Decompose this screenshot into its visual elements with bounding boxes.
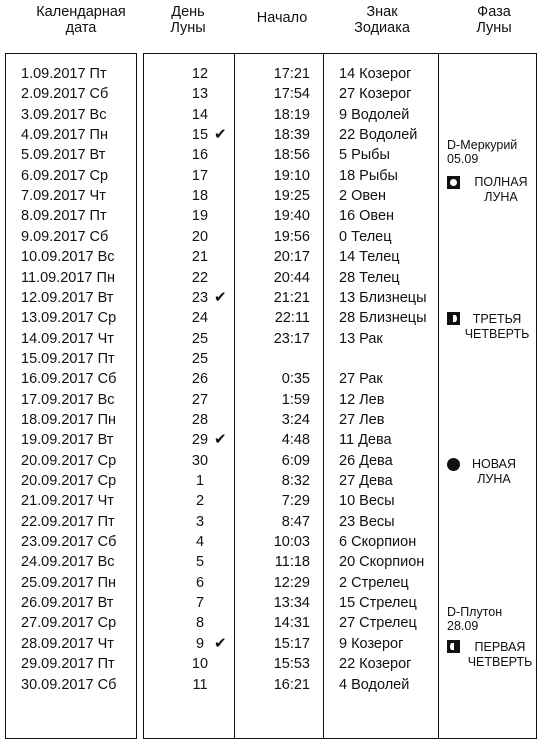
zodiac-sign-cell: 11 Дева (339, 432, 392, 448)
start-time-cell: 13:34 (273, 595, 310, 611)
start-time-cell: 18:19 (273, 107, 310, 123)
zodiac-sign-cell: 14 Козерог (339, 66, 412, 82)
start-time-cell: 10:03 (273, 534, 310, 550)
date-cell: 20.09.2017 Ср (21, 453, 117, 469)
divider-day-start (234, 53, 235, 739)
date-cell: 18.09.2017 Пн (21, 412, 117, 428)
mercury-direct-date: 05.09 (447, 152, 479, 166)
moon-day-cell: 14 (191, 107, 209, 123)
zodiac-sign-cell: 28 Близнецы (339, 310, 427, 326)
zodiac-sign-cell: 2 Овен (339, 188, 386, 204)
start-time-cell: 7:29 (281, 493, 310, 509)
moon-day-cell: 15 (191, 127, 209, 143)
date-cell: 3.09.2017 Вс (21, 107, 107, 123)
start-time-cell: 8:32 (281, 473, 310, 489)
zodiac-sign-cell: 13 Рак (339, 331, 383, 347)
start-time-cell: 18:56 (273, 147, 310, 163)
moon-day-cell: 22 (191, 270, 209, 286)
first-quarter-label-line2: ЧЕТВЕРТЬ (467, 655, 533, 669)
pluto-direct-label: D-Плутон (447, 605, 503, 619)
date-cell: 15.09.2017 Пт (21, 351, 115, 367)
zodiac-sign-cell: 10 Весы (339, 493, 395, 509)
new-moon-label (462, 457, 526, 487)
zodiac-sign-cell: 22 Водолей (339, 127, 418, 143)
header-day (158, 4, 218, 36)
moon-day-cell: 19 (191, 208, 209, 224)
moon-day-cell: 2 (195, 493, 205, 509)
zodiac-sign-cell: 27 Дева (339, 473, 393, 489)
moon-day-cell: 30 (191, 453, 209, 469)
date-cell: 22.09.2017 Пт (21, 514, 115, 530)
zodiac-sign-cell: 9 Козерог (339, 636, 404, 652)
start-time-cell: 19:56 (273, 229, 310, 245)
date-cell: 1.09.2017 Пт (21, 66, 107, 82)
date-cell: 19.09.2017 Вт (21, 432, 114, 448)
date-cell: 6.09.2017 Ср (21, 168, 109, 184)
date-cell: 12.09.2017 Вт (21, 290, 114, 306)
zodiac-sign-cell: 27 Козерог (339, 86, 412, 102)
moon-day-cell: 3 (195, 514, 205, 530)
start-time-cell: 20:17 (273, 249, 310, 265)
start-time-cell: 15:53 (273, 656, 310, 672)
date-cell: 21.09.2017 Чт (21, 493, 114, 509)
start-time-cell: 21:21 (273, 290, 310, 306)
first-quarter-icon (447, 640, 460, 653)
date-cell: 8.09.2017 Пт (21, 208, 107, 224)
moon-day-cell: 26 (191, 371, 209, 387)
moon-day-cell: 25 (191, 351, 209, 367)
header-date-line1: Календарная (36, 4, 126, 20)
zodiac-sign-cell: 27 Рак (339, 371, 383, 387)
start-time-cell: 3:24 (281, 412, 310, 428)
zodiac-sign-cell: 0 Телец (339, 229, 392, 245)
start-time-cell: 12:29 (273, 575, 310, 591)
first-quarter-label-line1: ПЕРВАЯ (474, 640, 526, 654)
zodiac-sign-cell: 13 Близнецы (339, 290, 427, 306)
date-cell: 29.09.2017 Пт (21, 656, 115, 672)
date-cell: 10.09.2017 Вс (21, 249, 115, 265)
zodiac-sign-cell: 27 Стрелец (339, 615, 417, 631)
date-cell: 25.09.2017 Пн (21, 575, 117, 591)
moon-day-cell: 12 (191, 66, 209, 82)
divider-zodiac-phase (438, 53, 439, 739)
header-start (246, 4, 318, 26)
moon-day-cell: 25 (191, 331, 209, 347)
check-mark-icon: ✔ (214, 431, 227, 448)
check-mark-icon: ✔ (214, 126, 227, 143)
moon-day-cell: 16 (191, 147, 209, 163)
date-cell: 7.09.2017 Чт (21, 188, 106, 204)
zodiac-sign-cell: 16 Овен (339, 208, 395, 224)
zodiac-sign-cell: 22 Козерог (339, 656, 412, 672)
start-time-cell: 1:59 (281, 392, 310, 408)
zodiac-sign-cell: 15 Стрелец (339, 595, 417, 611)
date-cell: 13.09.2017 Ср (21, 310, 117, 326)
zodiac-sign-cell: 6 Скорпион (339, 534, 417, 550)
zodiac-sign-cell: 12 Лев (339, 392, 385, 408)
new-moon-label-line2: ЛУНА (477, 472, 511, 486)
date-cell: 30.09.2017 Сб (21, 677, 117, 693)
zodiac-sign-cell: 26 Дева (339, 453, 393, 469)
date-cell: 20.09.2017 Ср (21, 473, 117, 489)
check-mark-icon: ✔ (214, 635, 227, 652)
date-cell: 27.09.2017 Ср (21, 615, 117, 631)
start-time-cell: 22:11 (274, 310, 310, 326)
full-moon-label (466, 175, 536, 205)
zodiac-sign-cell: 4 Водолей (339, 677, 410, 693)
date-cell: 26.09.2017 Вт (21, 595, 114, 611)
start-time-cell: 18:39 (273, 127, 310, 143)
start-time-cell: 19:25 (273, 188, 310, 204)
moon-day-cell: 10 (191, 656, 209, 672)
full-moon-icon (447, 176, 460, 189)
moon-day-cell: 6 (195, 575, 205, 591)
new-moon-icon (447, 458, 460, 471)
moon-day-cell: 4 (195, 534, 205, 550)
third-quarter-label (458, 312, 536, 342)
moon-day-cell: 20 (191, 229, 209, 245)
zodiac-sign-cell: 9 Водолей (339, 107, 410, 123)
start-time-cell: 17:21 (273, 66, 310, 82)
new-moon-label-line1: НОВАЯ (471, 457, 517, 471)
date-cell: 23.09.2017 Сб (21, 534, 117, 550)
moon-day-cell: 24 (191, 310, 209, 326)
date-cell: 14.09.2017 Чт (21, 331, 114, 347)
header-date (22, 4, 140, 36)
start-time-cell: 23:17 (273, 331, 310, 347)
moon-day-cell: 27 (191, 392, 209, 408)
moon-day-cell: 21 (191, 249, 209, 265)
zodiac-sign-cell: 18 Рыбы (339, 168, 398, 184)
header-zodiac-line2: Зодиака (354, 20, 410, 36)
zodiac-sign-cell: 28 Телец (339, 270, 400, 286)
start-time-cell: 11:18 (274, 554, 310, 570)
moon-day-cell: 13 (191, 86, 209, 102)
start-time-cell: 20:44 (273, 270, 310, 286)
moon-day-cell: 11 (192, 677, 208, 693)
full-moon-label-line2: ЛУНА (484, 190, 518, 204)
first-quarter-label (464, 640, 536, 670)
zodiac-sign-cell: 23 Весы (339, 514, 395, 530)
header-phase-line2: Луны (476, 20, 512, 36)
start-time-cell: 15:17 (273, 636, 310, 652)
full-moon-label-line1: ПОЛНАЯ (474, 175, 528, 189)
moon-day-cell: 17 (191, 168, 209, 184)
date-cell: 4.09.2017 Пн (21, 127, 108, 143)
zodiac-sign-cell: 27 Лев (339, 412, 385, 428)
zodiac-sign-cell: 5 Рыбы (339, 147, 390, 163)
header-zodiac (340, 4, 424, 36)
header-phase-line1: Фаза (477, 4, 511, 20)
third-quarter-label-line1: ТРЕТЬЯ (472, 312, 522, 326)
zodiac-sign-cell: 20 Скорпион (339, 554, 425, 570)
start-time-cell: 14:31 (273, 615, 310, 631)
date-cell: 16.09.2017 Сб (21, 371, 117, 387)
moon-day-cell: 8 (195, 615, 205, 631)
start-time-cell: 19:40 (273, 208, 310, 224)
pluto-direct-date: 28.09 (447, 619, 479, 633)
start-time-cell: 8:47 (281, 514, 310, 530)
moon-day-cell: 7 (195, 595, 205, 611)
start-time-cell: 19:10 (273, 168, 310, 184)
mercury-direct-label: D-Меркурий (447, 138, 518, 152)
start-time-cell: 4:48 (281, 432, 310, 448)
moon-day-cell: 18 (191, 188, 209, 204)
header-zodiac-line1: Знак (366, 4, 398, 20)
date-cell: 28.09.2017 Чт (21, 636, 114, 652)
moon-day-cell: 9 (195, 636, 205, 652)
date-cell: 11.09.2017 Пн (21, 270, 115, 286)
zodiac-sign-cell: 14 Телец (339, 249, 400, 265)
header-date-line2: дата (65, 20, 97, 36)
moon-day-cell: 29 (191, 432, 209, 448)
date-cell: 24.09.2017 Вс (21, 554, 115, 570)
start-time-cell: 6:09 (281, 453, 310, 469)
header-phase (454, 4, 534, 36)
check-mark-icon: ✔ (214, 289, 227, 306)
header-day-line2: Луны (170, 20, 206, 36)
moon-day-cell: 1 (195, 473, 205, 489)
header-start-line1: Начало (256, 10, 308, 26)
date-cell: 9.09.2017 Сб (21, 229, 109, 245)
date-cell: 17.09.2017 Вс (21, 392, 115, 408)
divider-start-zodiac (323, 53, 324, 739)
start-time-cell: 0:35 (281, 371, 310, 387)
moon-day-cell: 28 (191, 412, 209, 428)
zodiac-sign-cell: 2 Стрелец (339, 575, 409, 591)
moon-day-cell: 23 (191, 290, 209, 306)
date-cell: 2.09.2017 Сб (21, 86, 109, 102)
moon-day-cell: 5 (195, 554, 205, 570)
start-time-cell: 17:54 (273, 86, 310, 102)
date-cell: 5.09.2017 Вт (21, 147, 106, 163)
third-quarter-label-line2: ЧЕТВЕРТЬ (464, 327, 530, 341)
header-day-line1: День (171, 4, 205, 20)
start-time-cell: 16:21 (273, 677, 310, 693)
